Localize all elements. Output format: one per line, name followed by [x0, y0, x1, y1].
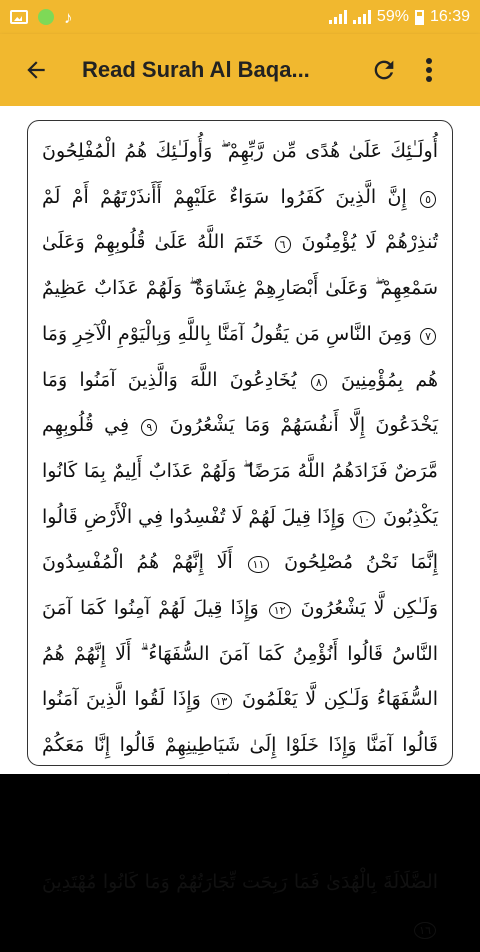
battery-percent: 59% — [376, 8, 409, 25]
verse-text: أَلَا إِنَّهُمْ هُمُ الْمُفْسِدُونَ وَلَـٰكِن لَّا يَشْعُرُونَ — [42, 551, 439, 620]
verse-text: وَإِذَا قِيلَ لَهُمْ لَا تُفْسِدُوا فِي الْأَرْضِ قَالُوا إِنَّمَا نَحْنُ مُصْلِحُونَ — [42, 505, 438, 574]
verse-number-marker: ١١ — [248, 556, 270, 573]
verse-number-marker: ١٠ — [353, 511, 375, 528]
verse-number-marker: ٧ — [420, 328, 436, 345]
signal-icon-2 — [353, 10, 371, 24]
verse-number-marker: ١٢ — [269, 602, 291, 619]
verse-number-marker: ٨ — [311, 374, 327, 391]
verse-text: فِي قُلُوبِهِم مَّرَضٌ فَزَادَهُمُ اللَّهُ مَرَضًا ۖ وَلَهُمْ عَذَابٌ أَلِيمٌ بِمَا كَانُوا يَكْذِبُونَ — [42, 414, 438, 528]
system-icons — [329, 8, 480, 26]
verse-text: يُخَادِعُونَ اللَّهَ وَالَّذِينَ آمَنُوا وَمَا يَخْدَعُونَ إِلَّا أَنفُسَهُمْ وَمَا يَشْعُرُونَ — [42, 368, 438, 437]
app-bar — [0, 34, 480, 106]
verse-text: إِنَّ الَّذِينَ كَفَرُوا سَوَاءٌ عَلَيْهِمْ أَأَنذَرْتَهُمْ أَمْ لَمْ تُنذِرْهُمْ لَا يُؤْمِنُونَ — [42, 185, 438, 254]
more-vert-icon — [425, 57, 433, 83]
verse-number-marker: ٩ — [141, 419, 157, 436]
notification-icons — [0, 9, 73, 26]
verse-frame[interactable] — [27, 120, 453, 937]
verse-number-marker: ٥ — [420, 191, 436, 208]
signal-icon — [329, 10, 347, 24]
battery-icon — [415, 10, 424, 25]
face-icon — [38, 9, 54, 25]
verse-text: وَإِذَا قِيلَ لَهُمْ آمِنُوا كَمَا آمَنَ النَّاسُ قَالُوا أَنُؤْمِنُ كَمَا آمَنَ السُّفَهَاءُ ۗ أَلَا إِنَّهُمْ هُمُ السُّفَهَاءُ وَلَـٰكِن لَّا يَعْلَمُونَ — [42, 597, 438, 711]
arrow-back-icon — [23, 57, 49, 83]
verse-number-marker: ١٣ — [211, 693, 233, 710]
verse-text: أُولَـٰئِكَ عَلَىٰ هُدًى مِّن رَّبِّهِمْ ۖ وَأُولَـٰئِكَ هُمُ الْمُفْلِحُونَ — [42, 140, 438, 162]
verse-text: الضَّلَالَةَ بِالْهُدَىٰ فَمَا رَبِحَت تِّجَارَتُهُمْ وَمَا كَانُوا مُهْتَدِينَ — [42, 871, 438, 894]
verse-number-marker: ١٦ — [414, 922, 436, 939]
back-button[interactable] — [12, 46, 60, 94]
refresh-icon — [370, 56, 398, 84]
music-note-icon: ♪ — [64, 7, 73, 27]
page-title: Read Surah Al Baqa... — [82, 57, 310, 82]
status-bar — [0, 0, 480, 34]
refresh-button[interactable] — [364, 50, 404, 90]
navigation-area — [0, 774, 480, 853]
surah-content — [0, 106, 480, 937]
clock: 16:39 — [429, 8, 470, 25]
more-options-button[interactable] — [414, 50, 444, 90]
verse-text: وَإِذَا لَقُوا الَّذِينَ آمَنُوا قَالُوا آمَنَّا وَإِذَا خَلَوْا إِلَىٰ شَيَاطِينِهِمْ قَالُوا إِنَّا مَعَكُمْ — [42, 688, 438, 757]
image-icon — [10, 10, 28, 24]
verse-text: وَمِنَ النَّاسِ مَن يَقُولُ آمَنَّا بِاللَّهِ وَبِالْيَوْمِ الْآخِرِ وَمَا هُم بِمُؤْمِنِينَ — [42, 322, 439, 391]
verse-number-marker: ٦ — [275, 236, 291, 253]
verse-text: خَتَمَ اللَّهُ عَلَىٰ قُلُوبِهِمْ وَعَلَىٰ سَمْعِهِمْ ۖ وَعَلَىٰ أَبْصَارِهِمْ غِشَاوَةٌ ۖ وَلَهُمْ عَذَابٌ عَظِيمٌ — [42, 231, 438, 300]
